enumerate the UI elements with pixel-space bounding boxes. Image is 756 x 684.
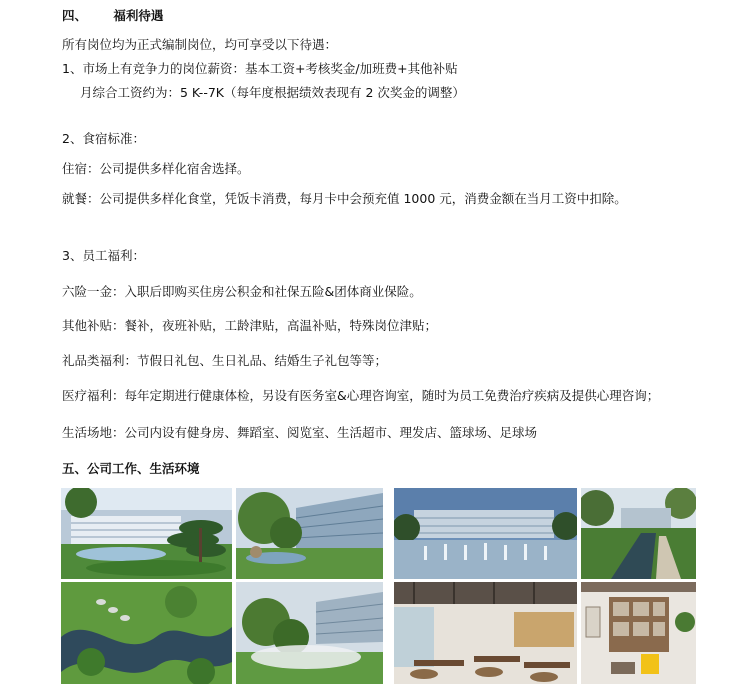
- aerial-garden-photo: [61, 582, 232, 684]
- allowances-text: 其他补贴：餐补，夜班补贴，工龄津贴，高温补贴，特殊岗位津贴；: [62, 318, 438, 333]
- fountain-plaza-photo: [394, 488, 577, 579]
- lodging-text: 住宿：公司提供多样化宿舍选择。: [62, 161, 250, 176]
- facilities-text: 生活场地：公司内设有健身房、舞蹈室、阅览室、生活超市、理发店、篮球场、足球场: [62, 425, 538, 440]
- salary-detail: 月综合工资约为：5 K--7K（每年度根据绩效表现有 2 次奖金的调整）: [80, 85, 465, 100]
- office-building-pond-photo: [236, 488, 383, 579]
- insurance-text: 六险一金：入职后即购买住房公积金和社保五险&团体商业保险。: [62, 284, 422, 299]
- section4-heading-title: 福利待遇: [113, 8, 164, 23]
- section5-heading: 五、公司工作、生活环境: [62, 461, 200, 476]
- section4-heading-number: 四、: [62, 8, 88, 23]
- misty-garden-photo: [236, 582, 383, 684]
- dining-text: 就餐：公司提供多样化食堂，凭饭卡消费，每月卡中会预充值 1000 元，消费金额在当月工资中扣除。: [62, 191, 627, 206]
- campus-garden-photo: [61, 488, 232, 579]
- lounge-photo: [581, 582, 696, 684]
- gifts-text: 礼品类福利：节假日礼包、生日礼品、结婚生子礼包等等；: [62, 353, 388, 368]
- garden-walkway-photo: [581, 488, 696, 579]
- section4-heading: [62, 8, 163, 24]
- benefits-intro: 所有岗位均为正式编制岗位，均可享受以下待遇：: [62, 37, 338, 52]
- employee-benefits-item: 3、员工福利：: [62, 248, 145, 263]
- medical-text: 医疗福利：每年定期进行健康体检，另设有医务室&心理咨询室，随时为员工免费治疗疾病及提供心理咨询；: [62, 388, 660, 403]
- food-lodging-item: 2、食宿标准：: [62, 131, 145, 146]
- salary-item: 1、市场上有竞争力的岗位薪资：基本工资+考核奖金/加班费+其他补贴: [62, 61, 458, 76]
- cafeteria-photo: [394, 582, 577, 684]
